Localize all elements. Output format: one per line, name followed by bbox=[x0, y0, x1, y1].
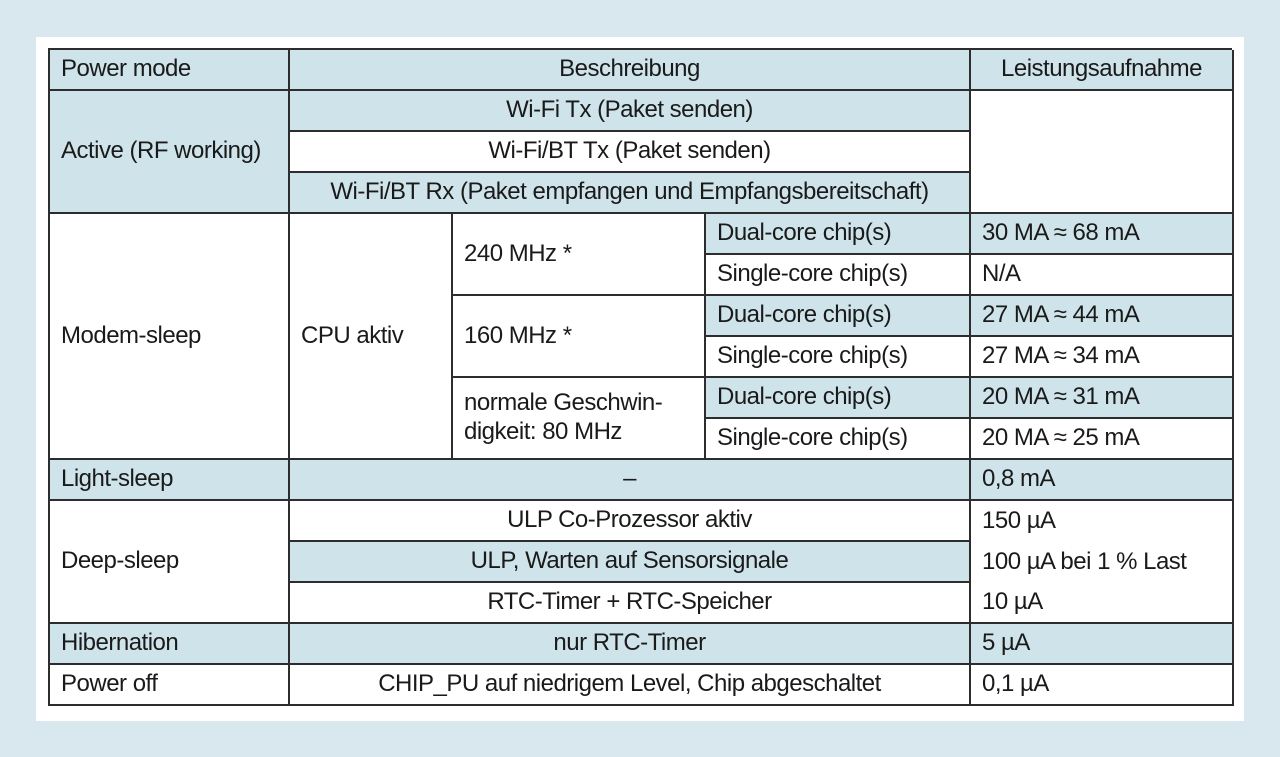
chip-3-power: 27 MA ≈ 44 mA bbox=[971, 296, 1234, 337]
light-power: 0,8 mA bbox=[971, 460, 1234, 501]
chip-4-power: 27 MA ≈ 34 mA bbox=[971, 337, 1234, 378]
mode-deep-sleep: Deep-sleep bbox=[50, 501, 290, 624]
deep-desc-1: ULP Co-Prozessor aktiv bbox=[290, 501, 971, 542]
power-off-power: 0,1 µA bbox=[971, 665, 1234, 706]
active-power-empty bbox=[971, 91, 1234, 214]
header-power-mode: Power mode bbox=[50, 50, 290, 91]
deep-power-2: 100 µA bei 1 % Last bbox=[971, 542, 1234, 583]
chip-6: Single-core chip(s) bbox=[706, 419, 971, 460]
chip-2-power: N/A bbox=[971, 255, 1234, 296]
active-desc-3: Wi-Fi/BT Rx (Paket empfangen und Empfangsbereitschaft) bbox=[290, 173, 971, 214]
deep-desc-3: RTC-Timer + RTC-Speicher bbox=[290, 583, 971, 624]
header-leistungsaufnahme: Leistungsaufnahme bbox=[971, 50, 1234, 91]
hibernation-desc: nur RTC-Timer bbox=[290, 624, 971, 665]
deep-power-1: 150 µA bbox=[971, 501, 1234, 542]
chip-2: Single-core chip(s) bbox=[706, 255, 971, 296]
mode-hibernation: Hibernation bbox=[50, 624, 290, 665]
chip-5-power: 20 MA ≈ 31 mA bbox=[971, 378, 1234, 419]
chip-6-power: 20 MA ≈ 25 mA bbox=[971, 419, 1234, 460]
freq-160: 160 MHz * bbox=[453, 296, 706, 378]
power-mode-table bbox=[48, 48, 1232, 706]
active-desc-2: Wi-Fi/BT Tx (Paket senden) bbox=[290, 132, 971, 173]
freq-80: normale Geschwin-digkeit: 80 MHz bbox=[453, 378, 706, 460]
table-card bbox=[36, 37, 1244, 721]
chip-5: Dual-core chip(s) bbox=[706, 378, 971, 419]
hibernation-power: 5 µA bbox=[971, 624, 1234, 665]
power-off-desc: CHIP_PU auf niedrigem Level, Chip abgeschaltet bbox=[290, 665, 971, 706]
mode-modem-sleep: Modem-sleep bbox=[50, 214, 290, 460]
chip-1: Dual-core chip(s) bbox=[706, 214, 971, 255]
light-desc: – bbox=[290, 460, 971, 501]
freq-240: 240 MHz * bbox=[453, 214, 706, 296]
modem-cpu-aktiv: CPU aktiv bbox=[290, 214, 453, 460]
mode-light-sleep: Light-sleep bbox=[50, 460, 290, 501]
active-desc-1: Wi-Fi Tx (Paket senden) bbox=[290, 91, 971, 132]
mode-power-off: Power off bbox=[50, 665, 290, 706]
chip-1-power: 30 MA ≈ 68 mA bbox=[971, 214, 1234, 255]
deep-desc-2: ULP, Warten auf Sensorsignale bbox=[290, 542, 971, 583]
header-beschreibung: Beschreibung bbox=[290, 50, 971, 91]
chip-4: Single-core chip(s) bbox=[706, 337, 971, 378]
chip-3: Dual-core chip(s) bbox=[706, 296, 971, 337]
mode-active: Active (RF working) bbox=[50, 91, 290, 214]
deep-power-3: 10 µA bbox=[971, 583, 1234, 624]
